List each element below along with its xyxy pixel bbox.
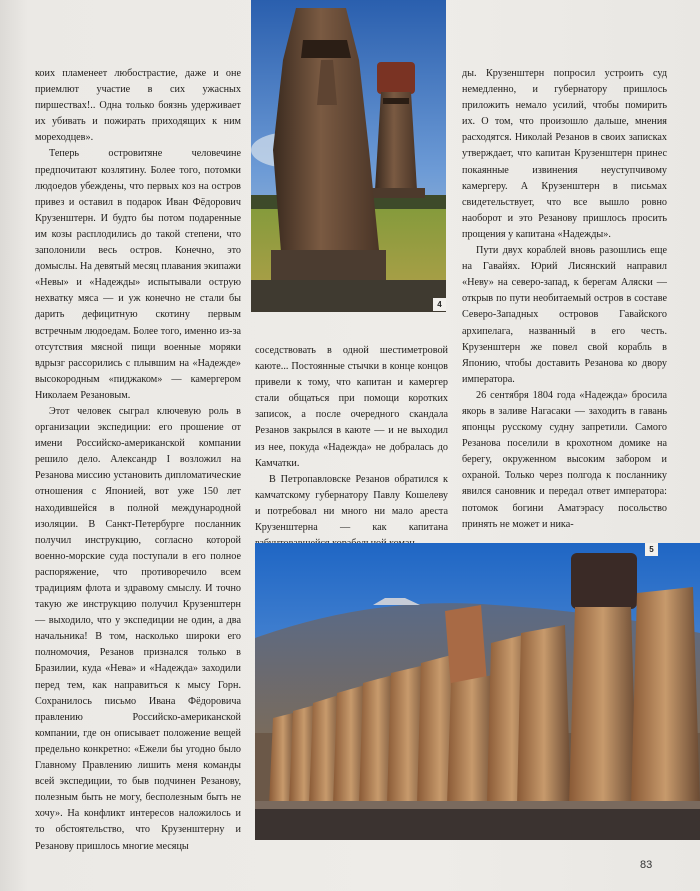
paragraph: Этот человек сыграл ключевую роль в организации экспедиции: его прошение от имени Российско-американской компании решило дело. Александр I возложил на Резанова миссию установить дипломатические отношения с Японией, вот уже 150 лет находившейся в полной международной изоляции. В Санкт-Петербурге посланник получил инструкцию, согласно которой военно-морские суда поступали в его полное распоряжение, что противоречило всем традициям флота и здравому смыслу. И точно такую же инструкцию получил Крузенштерн — выходило, что у экспедиции не один, а два начальника! В том, насколько широки его полномочия, Резанов признался только в Бразилии, куда «Нева» и «Надежда» заходили перед тем, как направиться к мысу Горн. Сохранилось письмо Ивана Фёдоровича правлению Российско-американской компании, где он описывает положение вещей предельно конкретно: «Ежели бы угодно было Главному Правлению лишить меня команды всей экспедиции, то быв подчинен Резанову, полезным быть не могу, бесполезным быть не хочу». На конфликт интересов наложилось и то обстоятельство, что Крузенштерну и Резанову пришлось многие месяцы [35, 405, 241, 852]
moai-photo-bottom [255, 543, 700, 840]
paragraph: соседствовать в одной шестиметровой каюте... Постоянные стычки в конце концов привели к тому, что капитан и камергер стали общаться при помощи коротких записок, а после очередного скандала Резанов закрылся в каюте — и не выходил из нее, покуда «Надежда» не добралась до Камчатки. [255, 345, 448, 469]
paragraph: коих пламенеет любострастие, даже и оне приемлют участие в сих ужасных пиршествах!.. Одна только боязнь удерживает их убивать и пожирать приходящих к ним мореходцев». [35, 68, 241, 144]
photo-number: 4 [433, 298, 446, 311]
paragraph: ды. Крузенштерн попросил устроить суд немедленно, и губернатору пришлось приложить немало усилий, чтобы помирить их. О том, что произошло дальше, мнения расходятся. Николай Резанов в своих записках утверждает, что капитан Крузенштерн принес покаянные извинения неуступчивому камергеру. А Крузенштерн в письмах свидетельствует, что все вышло ровно наоборот и это Резанову пришлось просить прощения у капитана «Надежды». [462, 68, 667, 240]
page-number: 83 [640, 859, 653, 871]
paragraph: 26 сентября 1804 года «Надежда» бросила якорь в заливе Нагасаки — заходить в гавань японцы русскому судну запретили. Самого Резанова поселили в крохотном домике на берегу, окруженном высоким забором и охраной. Только через полгода к посланнику явился сановник и передал ответ императора: потомок богини Аматэрасу посольство принять не может и ника- [462, 389, 667, 530]
paragraph: Пути двух кораблей вновь разошлись еще на Гавайях. Юрий Лисянский направил «Неву» на северо-запад, к берегам Аляски — открыв по пути необитаемый остров в составе Северо-Западных островов Гавайского архипелага, названный в его честь. Крузенштерн же повел свой корабль в Японию, чтобы доставить Резанова ко двору императора. [462, 245, 667, 385]
paragraph: В Петропавловске Резанов обратился к камчатскому губернатору Павлу Кошелеву и потребовал ни много ни мало ареста Крузенштерна — как капитана [255, 473, 448, 534]
text-column-3 [462, 66, 667, 533]
text-column-2 [255, 343, 448, 552]
moai-photo-top [251, 0, 446, 312]
paragraph: Теперь островитяне человечине предпочитают козлятину. Более того, потомки людоедов убеждены, что первых коз на остров привез и оставил в подарок Иван Фёдорович Крузенштерн. И будто бы потом подаренные им козы расплодились до такой степени, что заполонили весь остров. Конечно, это домыслы. На девятый месяц плавания экипажи «Невы» и «Надежды» испытывали острую нехватку мяса — и уж конечно не стали бы дарить дефицитную скотину первым встречным людоедам. Более того, именно из-за отсутствия мясной пищи военные моряки вдрызг рассорились с плывшим на «Надежде» высокородным «пиджаком» — камергером Николаем Резановым. [35, 148, 241, 401]
text-column-1 [35, 66, 241, 855]
photo-number: 5 [645, 543, 658, 556]
